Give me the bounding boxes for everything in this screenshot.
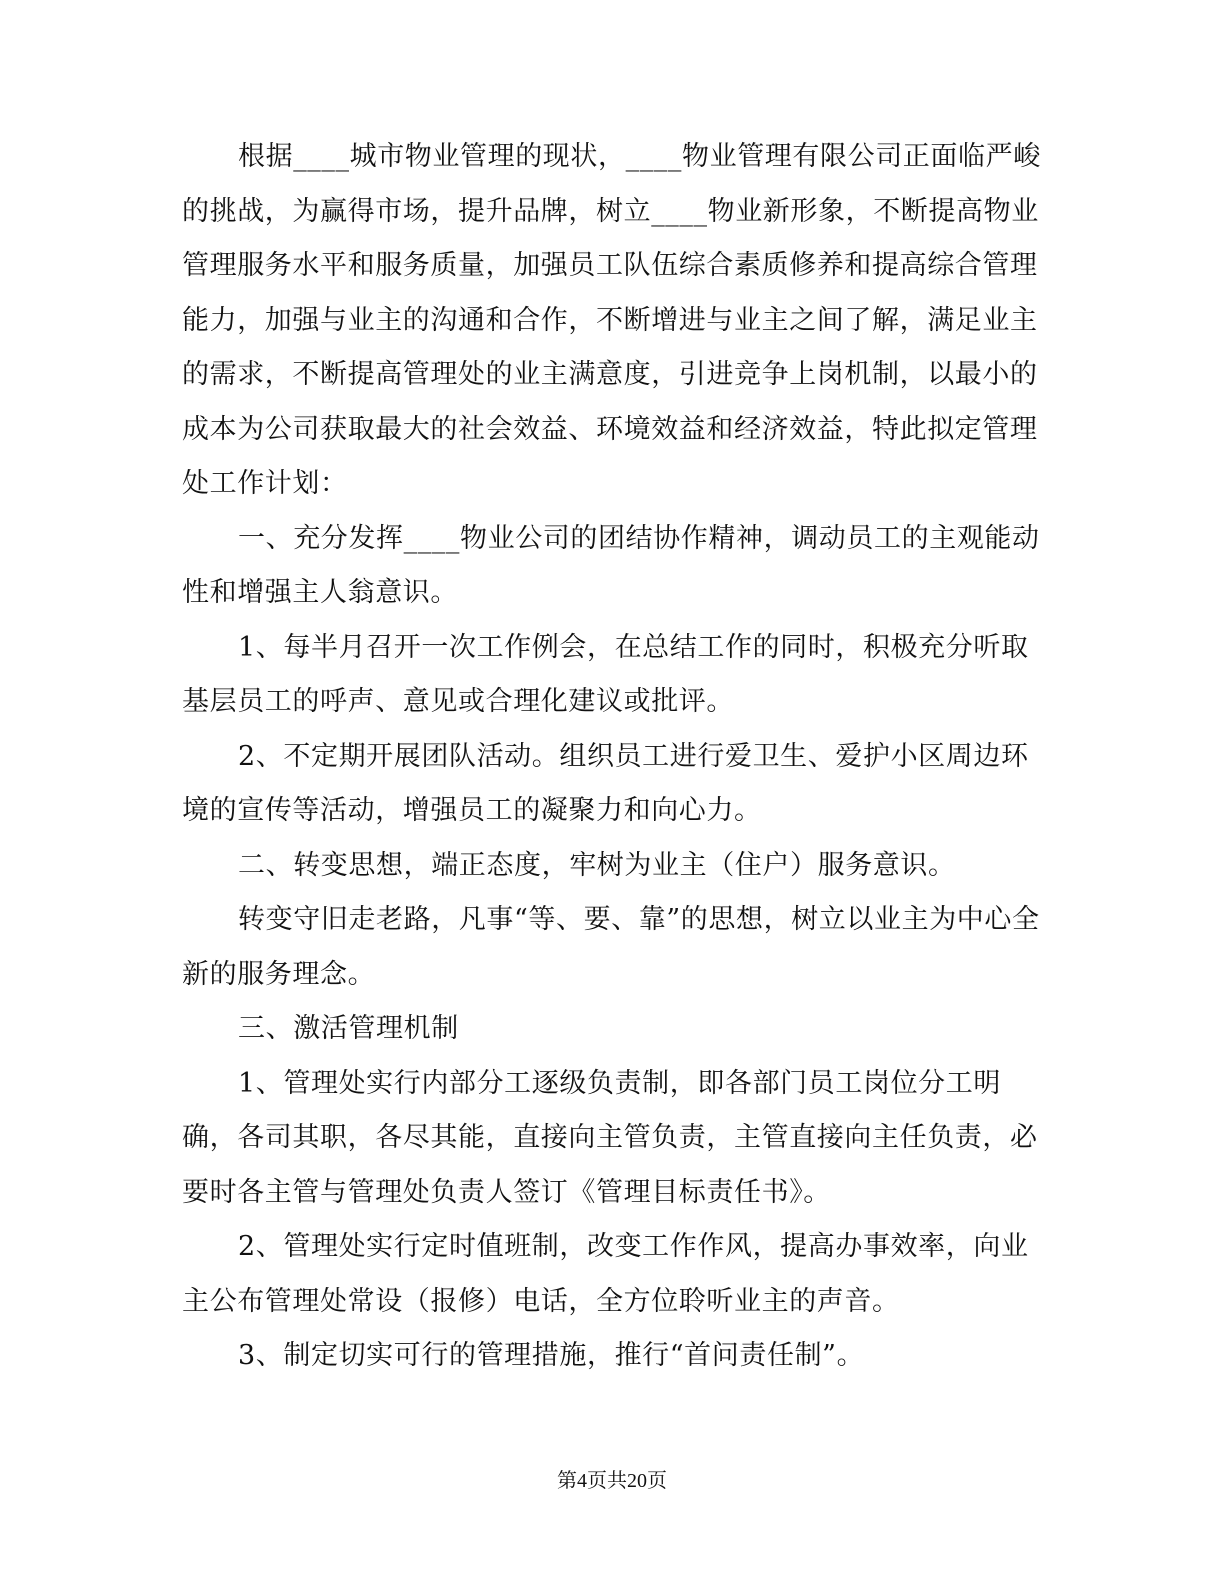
- paragraph-section-1: 一、充分发挥____物业公司的团结协作精神，调动员工的主观能动性和增强主人翁意识。: [182, 522, 1040, 608]
- paragraph-item-3-3: 3、制定切实可行的管理措施，推行“首问责任制”。: [238, 1340, 865, 1371]
- paragraph-item-3-1: 1、管理处实行内部分工逐级负责制，即各部门员工岗位分工明确，各司其职，各尽其能，直接向主管负责，主管直接向主任负责，必要时各主管与管理处负责人签订《管理目标责任书》。: [182, 1067, 1038, 1208]
- paragraph-item-3-2: 2、管理处实行定时值班制，改变工作作风，提高办事效率，向业主公布管理处常设（报修）电话，全方位聆听业主的声音。: [182, 1231, 1029, 1317]
- paragraph-section-2: 二、转变思想，端正态度，牢树为业主（住户）服务意识。: [238, 849, 956, 881]
- paragraph-section-2-body: 转变守旧走老路，凡事“等、要、靠”的思想，树立以业主为中心全新的服务理念。: [182, 904, 1040, 990]
- paragraph-intro: 根据____城市物业管理的现状，____物业管理有限公司正面临严峻的挑战，为赢得市场，提升品牌，树立____物业新形象，不断提高物业管理服务水平和服务质量，加强员工队伍综合素质修养和提高综合管理能力，加强与业主的沟通和合作，不断增进与业主之间了解，满足业主的需求，不断提高管理处的业主满意度，引进竞争上岗机制，以最小的成本为公司获取最大的社会效益、环境效益和经济效益，特此拟定管理处工作计划：: [182, 141, 1041, 499]
- page-number-footer: 第4页共20页: [557, 1470, 667, 1492]
- document-body: [182, 130, 1042, 1384]
- paragraph-section-3: 三、激活管理机制: [238, 1013, 459, 1044]
- paragraph-item-1-2: 2、不定期开展团队活动。组织员工进行爱卫生、爱护小区周边环境的宣传等活动，增强员工的凝聚力和向心力。: [182, 740, 1029, 826]
- paragraph-item-1-1: 1、每半月召开一次工作例会，在总结工作的同时，积极充分听取基层员工的呼声、意见或合理化建议或批评。: [182, 631, 1029, 717]
